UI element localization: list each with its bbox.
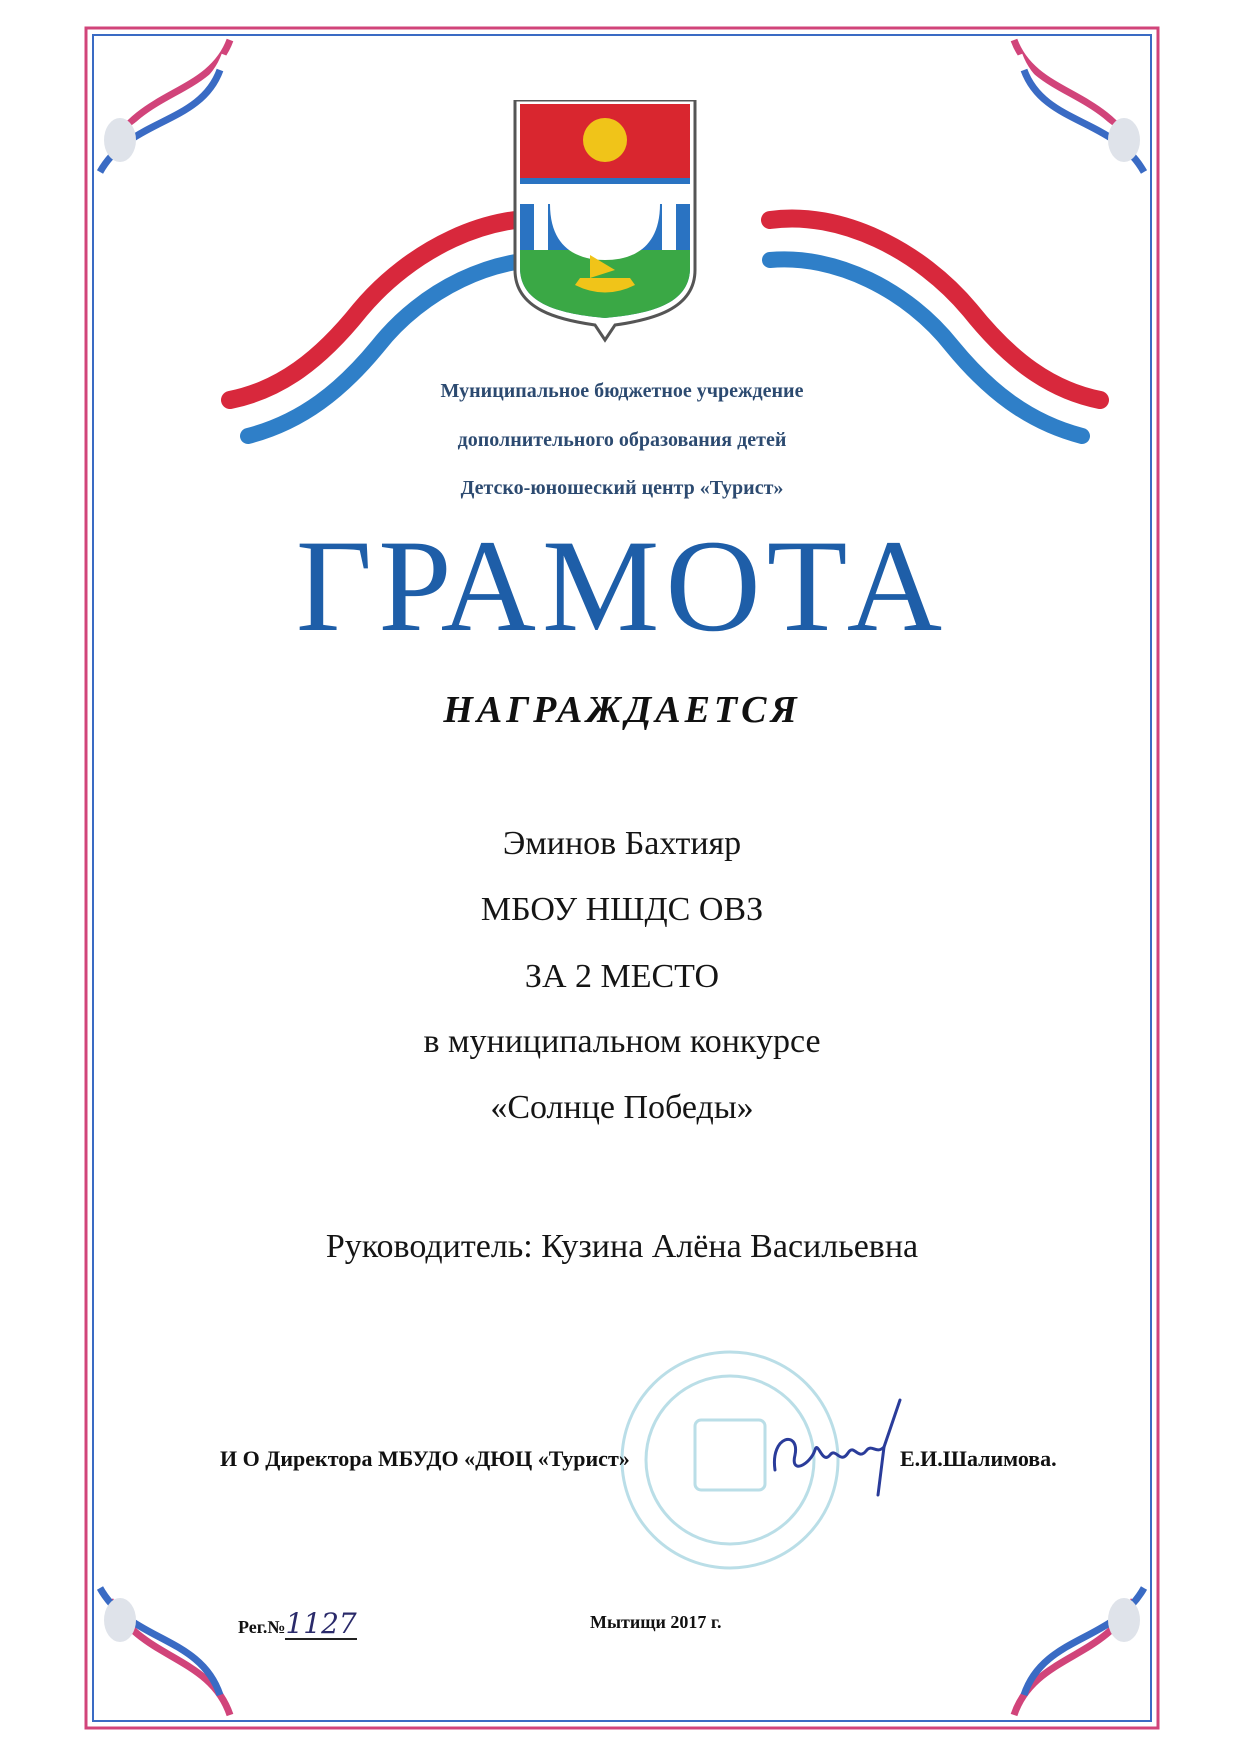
signer-position: И О Директора МБУДО «ДЮЦ «Турист» [220, 1446, 630, 1471]
registration-value: 1127 [285, 1607, 357, 1640]
recipient-name: Эминов Бахтияр [502, 825, 742, 862]
place-text: ЗА 2 МЕСТО [524, 958, 720, 995]
leader-line: Руководитель: Кузина Алёна Васильевна [325, 1228, 919, 1265]
coat-of-arms-with-ribbon [190, 100, 1140, 480]
registration-number [238, 1607, 357, 1640]
organization-line-1: Муниципальное бюджетное учреждение [440, 380, 804, 402]
handwritten-signature [760, 1395, 910, 1505]
signer-name: Е.И.Шалимова. [900, 1446, 1057, 1471]
awarded-heading: НАГРАЖДАЕТСЯ [443, 689, 801, 731]
recipient-school: МБОУ НШДС ОВЗ [480, 891, 764, 928]
organization-line-2: дополнительного образования детей [457, 429, 787, 451]
certificate-title: ГРАМОТА [295, 512, 949, 659]
city-year: Мытищи 2017 г. [590, 1612, 722, 1632]
registration-label: Рег.№ [238, 1617, 286, 1637]
contest-name: «Солнце Победы» [490, 1089, 754, 1126]
organization-line-3: Детско-юношеский центр «Турист» [460, 477, 784, 499]
contest-text: в муниципальном конкурсе [423, 1023, 821, 1060]
